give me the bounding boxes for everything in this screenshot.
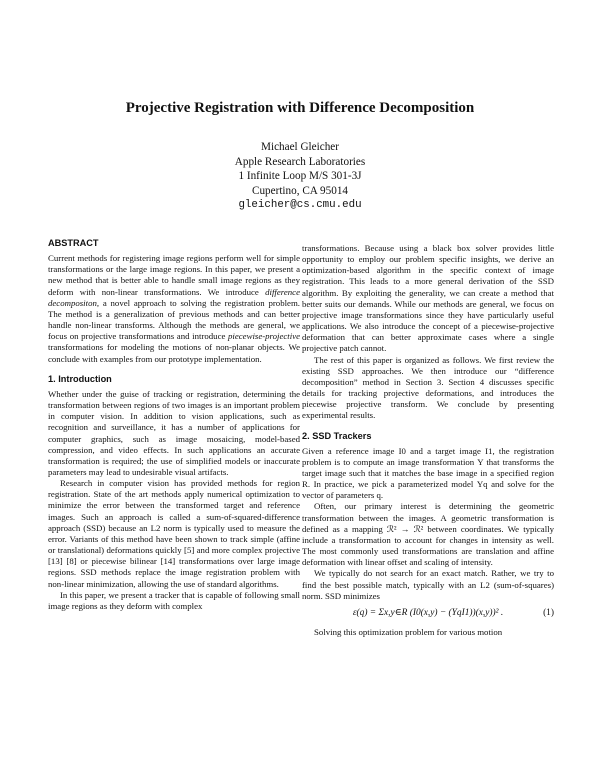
- ssd-paragraph-4: Solving this optimization problem for various motion: [314, 627, 503, 637]
- equation-body: ε(q) = Σx,y∈R (I0(x,y) − (ΥqI1))(x,y))² .: [352, 607, 504, 618]
- intro-paragraph-1: Whether under the guise of tracking or registration, determining the transformation between regions of two images is an important problem in computer vision. In addition to vision applications, such as recognition and surveillance, it has a number of applications for computer graphics, such as image mosaicing, model-based compression, and video effects. In such applications an accurate transformation is required; the use of simplified models or inaccurate parameters may lead to undesirable visual artifacts.: [48, 388, 300, 477]
- intro-paragraph-2: Research in computer vision has provided methods for region registration. State of the art methods apply numerical optimization to minimize the error between the transformed target and reference images. Such an approach is called a sum-of-squared-difference approach (SSD) because an L2 norm is typically used to measure the error. Variants of this method have been shown to track simple (affine or translational) deformations quickly [5] and more complex projective [13] [8] or piecewise bilinear [14] transformations over large image regions. SSD methods replace the image registration problem with non-linear minimization, allowing the use of standard algorithms.: [48, 478, 300, 589]
- abstract-text: Current methods for registering image regions perform well for simple transformations or the large image regions. In this paper, we present a new method that is better able to handle small image regions as they deform with non-linear transformations. We introduce difference decompositon, a novel approach to solving the registration problem. The method is a generalization of previous methods and can better handle non-linear transforms. Although the methods are general, we focus on projective transformations and introduce piecewise-projective transformations for modeling the motions of non-planar objects. We conclude with examples from our prototype implementation.: [48, 253, 300, 364]
- intro-paragraph-5: The rest of this paper is organized as follows. We first review the existing SSD approaches. We then introduce our “difference decomposition” method in Section 3. Section 4 discusses specific details for tracking projective deformations, and introduces the piecewise projective transform. We conclude by presenting experimental results.: [302, 354, 554, 421]
- left-column: [48, 238, 300, 612]
- author-name: Michael Gleicher: [261, 141, 339, 153]
- abstract-heading: ABSTRACT: [48, 238, 99, 248]
- equation-number: (1): [543, 607, 554, 618]
- ssd-paragraph-1: Given a reference image I0 and a target image I1, the registration problem is to compute an image transformation Υ that transforms the target image such that it matches the base image in a specified region R. In practice, we pick a parameterized model Υq and solve for the vector of parameters q.: [302, 445, 554, 501]
- intro-heading: 1. Introduction: [48, 373, 112, 384]
- address-line-2: Cupertino, CA 95014: [251, 184, 349, 197]
- equation-1: [302, 608, 554, 619]
- address-line-1: 1 Infinite Loop M/S 301-3J: [238, 170, 362, 182]
- author-email: gleicher@cs.cmu.edu: [238, 199, 362, 211]
- ssd-heading: 2. SSD Trackers: [302, 430, 372, 441]
- ssd-paragraph-2: Often, our primary interest is determining the geometric transformation between the images. A geometric transformation is defined as a mapping ℛ² → ℛ² between coordinates. We typically include a transformation to account for changes in intensity as well. The most commonly used transformations are translation and affine deformation with linear offset and scaling of intensity.: [302, 501, 554, 568]
- intro-paragraph-3: In this paper, we present a tracker that is capable of following small image regions as they deform with complex: [48, 589, 300, 611]
- paper-title: Projective Registration with Difference Decomposition: [125, 100, 475, 116]
- author-block: [0, 140, 600, 213]
- ssd-paragraph-3: We typically do not search for an exact match. Rather, we try to find the best possible match, typically with an L2 (sum-of-squares) norm. SSD minimizes: [302, 568, 554, 601]
- intro-paragraph-4: transformations. Because using a black box solver provides little opportunity to employ our problem specific insights, we derive an optimization-based algorithm in the specific context of image registration. This leads to a more general derivation of the SSD algorithm. By exploiting the generality, we can create a method that better suits our demands. While our methods are general, we focus on projective image transformations since they have particularly useful applications. We also introduce the concept of a piecewise-projective deformation that can better approximate cases where a single projective patch cannot.: [302, 243, 554, 354]
- right-column: [302, 243, 554, 638]
- affiliation: Apple Research Laboratories: [234, 155, 366, 168]
